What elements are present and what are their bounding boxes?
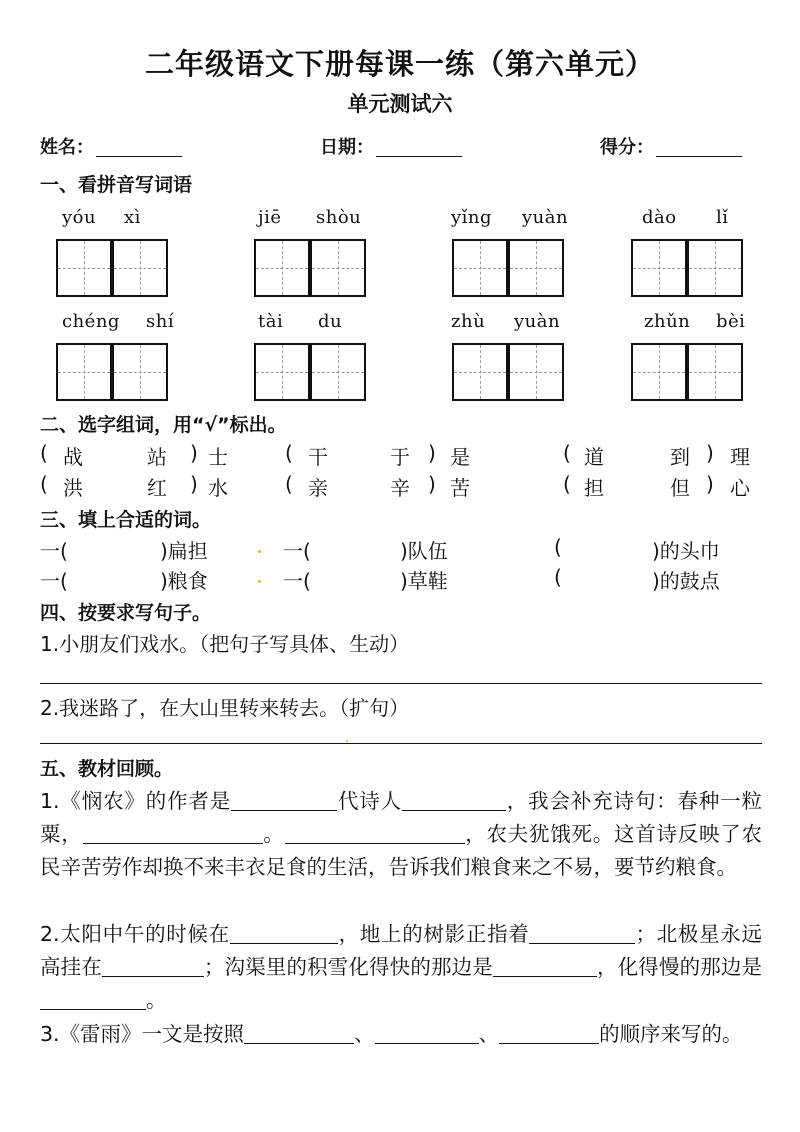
section3-heading: 三、填上合适的词。 bbox=[40, 509, 212, 531]
writing-box[interactable] bbox=[452, 239, 508, 297]
choice-char[interactable]: 洪 bbox=[63, 476, 83, 500]
date-label: 日期： bbox=[320, 137, 374, 158]
fill-prefix: 一( bbox=[40, 569, 68, 593]
answer-blank[interactable] bbox=[230, 921, 338, 944]
pinyin: yuàn bbox=[514, 311, 561, 332]
worksheet-subtitle: 单元测试六 bbox=[347, 92, 453, 116]
pinyin: dào bbox=[642, 207, 677, 228]
writing-box[interactable] bbox=[56, 343, 112, 401]
answer-blank[interactable] bbox=[102, 954, 204, 977]
writing-box[interactable] bbox=[631, 239, 687, 297]
fill-prefix: 一( bbox=[283, 569, 311, 593]
text: ；北极星永远高挂在 bbox=[40, 922, 763, 979]
review-question-3 bbox=[40, 1018, 762, 1051]
paren-open: ( bbox=[285, 472, 293, 496]
text: 、 bbox=[354, 1022, 375, 1046]
choice-char[interactable]: 于 bbox=[390, 445, 410, 469]
name-label: 姓名： bbox=[40, 137, 94, 158]
writing-box[interactable] bbox=[254, 239, 310, 297]
writing-box[interactable] bbox=[310, 239, 366, 297]
pinyin: yóu bbox=[62, 207, 97, 228]
fill-suffix: )粮食 bbox=[160, 569, 208, 593]
writing-box[interactable] bbox=[687, 239, 743, 297]
answer-blank[interactable] bbox=[244, 1021, 354, 1044]
choice-char[interactable]: 但 bbox=[670, 476, 690, 500]
text: ，地上的树影正指着 bbox=[337, 922, 530, 946]
pinyin: tài bbox=[258, 311, 284, 332]
choice-char[interactable]: 红 bbox=[147, 476, 167, 500]
name-field[interactable] bbox=[40, 133, 182, 159]
text: 2.太阳中午的时候在 bbox=[40, 922, 230, 946]
text: 。 bbox=[262, 822, 285, 846]
word-tail: 理 bbox=[730, 445, 750, 469]
text: 1.《悯农》的作者是 bbox=[40, 789, 232, 813]
word-tail: 水 bbox=[208, 476, 228, 500]
paren-open: ( bbox=[563, 441, 571, 465]
text: 代诗人 bbox=[337, 789, 402, 813]
word-tail: 士 bbox=[208, 445, 228, 469]
score-label: 得分： bbox=[600, 137, 654, 158]
sentence-question-2: 2.我迷路了，在大山里转来转去。（扩句） bbox=[40, 696, 410, 720]
fill-suffix: )的头巾 bbox=[652, 539, 720, 563]
sentence-question-1: 1.小朋友们戏水。（把句子写具体、生动） bbox=[40, 632, 410, 656]
text: 、 bbox=[478, 1022, 500, 1046]
pinyin: jiē bbox=[258, 207, 282, 228]
review-question-2 bbox=[40, 918, 762, 1017]
section2-heading: 二、选字组词，用“√”标出。 bbox=[40, 414, 287, 436]
writing-box[interactable] bbox=[508, 239, 564, 297]
fill-suffix: )扁担 bbox=[160, 539, 208, 563]
word-tail: 苦 bbox=[450, 476, 470, 500]
writing-box[interactable] bbox=[56, 239, 112, 297]
pinyin: yuàn bbox=[522, 207, 569, 228]
answer-blank[interactable] bbox=[285, 821, 465, 844]
answer-blank[interactable] bbox=[40, 987, 146, 1010]
paren-close: ) bbox=[706, 441, 714, 465]
pinyin: du bbox=[318, 311, 343, 332]
writing-box[interactable] bbox=[508, 343, 564, 401]
fill-suffix: )草鞋 bbox=[400, 569, 448, 593]
answer-line[interactable] bbox=[40, 743, 762, 744]
score-field[interactable] bbox=[600, 133, 742, 159]
section4-heading: 四、按要求写句子。 bbox=[40, 602, 212, 624]
choice-char[interactable]: 战 bbox=[63, 445, 83, 469]
paren-open: ( bbox=[285, 441, 293, 465]
writing-box[interactable] bbox=[631, 343, 687, 401]
writing-box[interactable] bbox=[310, 343, 366, 401]
writing-box[interactable] bbox=[112, 239, 168, 297]
worksheet-title: 二年级语文下册每课一练（第六单元） bbox=[144, 47, 655, 81]
fill-suffix: )队伍 bbox=[400, 539, 448, 563]
speck bbox=[346, 740, 348, 742]
answer-blank[interactable] bbox=[529, 921, 635, 944]
fill-prefix: ( bbox=[554, 535, 562, 559]
pinyin: zhù bbox=[451, 311, 486, 332]
date-blank[interactable] bbox=[376, 138, 462, 157]
paren-close: ) bbox=[428, 441, 436, 465]
date-field[interactable] bbox=[320, 133, 462, 159]
pinyin: lǐ bbox=[716, 207, 729, 228]
choice-char[interactable]: 辛 bbox=[390, 476, 410, 500]
pinyin: bèi bbox=[716, 311, 746, 332]
text: ；沟渠里的积雪化得快的那边是 bbox=[203, 955, 493, 979]
pinyin: chéng bbox=[62, 311, 120, 332]
fill-suffix: )的鼓点 bbox=[652, 569, 720, 593]
paren-open: ( bbox=[40, 472, 48, 496]
pinyin: zhǔn bbox=[644, 311, 691, 332]
choice-char[interactable]: 干 bbox=[308, 445, 328, 469]
writing-box[interactable] bbox=[112, 343, 168, 401]
review-question-1 bbox=[40, 785, 762, 884]
choice-char[interactable]: 担 bbox=[584, 476, 604, 500]
speck bbox=[258, 550, 261, 553]
choice-char[interactable]: 道 bbox=[584, 445, 604, 469]
choice-char[interactable]: 站 bbox=[147, 445, 167, 469]
paren-open: ( bbox=[563, 472, 571, 496]
pinyin: shòu bbox=[316, 207, 362, 228]
pinyin: xì bbox=[124, 207, 141, 228]
text: ，农夫犹饿死。这首诗反映了农民辛苦劳作却换不来丰衣足食的生活，告诉我们粮食来之不易，要节约粮食。 bbox=[40, 822, 762, 879]
writing-box[interactable] bbox=[254, 343, 310, 401]
pinyin: yǐng bbox=[451, 207, 493, 228]
paren-close: ) bbox=[190, 472, 198, 496]
section5-heading: 五、教材回顾。 bbox=[40, 758, 174, 780]
writing-box[interactable] bbox=[687, 343, 743, 401]
fill-prefix: ( bbox=[554, 565, 562, 589]
answer-blank[interactable] bbox=[231, 788, 337, 811]
text: 3.《雷雨》一文是按照 bbox=[40, 1022, 245, 1046]
fill-prefix: 一( bbox=[40, 539, 68, 563]
answer-line[interactable] bbox=[40, 683, 762, 684]
paren-open: ( bbox=[40, 441, 48, 465]
text: 。 bbox=[146, 988, 167, 1012]
answer-blank[interactable] bbox=[402, 788, 506, 811]
word-tail: 是 bbox=[450, 445, 470, 469]
pinyin: shí bbox=[146, 311, 175, 332]
paren-close: ) bbox=[706, 472, 714, 496]
score-blank[interactable] bbox=[656, 138, 742, 157]
name-blank[interactable] bbox=[96, 138, 182, 157]
choice-char[interactable]: 亲 bbox=[308, 476, 328, 500]
answer-blank[interactable] bbox=[499, 1021, 599, 1044]
answer-blank[interactable] bbox=[375, 1021, 479, 1044]
answer-blank[interactable] bbox=[83, 821, 263, 844]
text: ，我会补充诗句：春种一粒粟， bbox=[40, 789, 763, 846]
text: ，化得慢的那边是 bbox=[596, 955, 763, 979]
text: 的顺序来写的。 bbox=[599, 1022, 743, 1046]
writing-box[interactable] bbox=[452, 343, 508, 401]
section1-heading: 一、看拼音写词语 bbox=[40, 174, 193, 196]
speck bbox=[258, 580, 261, 583]
answer-blank[interactable] bbox=[493, 954, 597, 977]
word-tail: 心 bbox=[730, 476, 750, 500]
choice-char[interactable]: 到 bbox=[670, 445, 690, 469]
paren-close: ) bbox=[428, 472, 436, 496]
paren-close: ) bbox=[190, 441, 198, 465]
fill-prefix: 一( bbox=[283, 539, 311, 563]
